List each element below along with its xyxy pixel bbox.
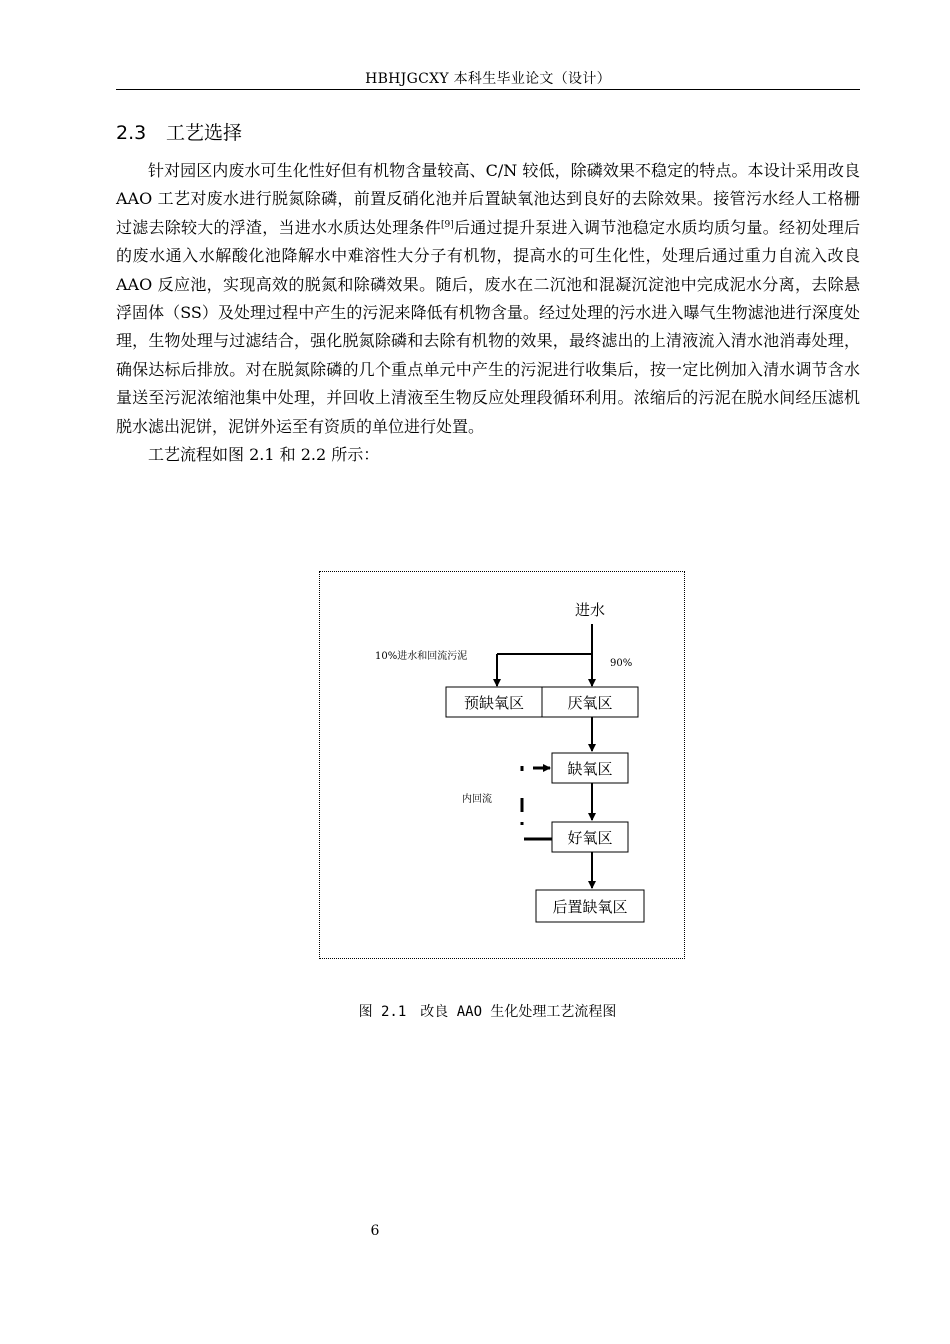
internal-recycle-label: 内回流 bbox=[462, 794, 492, 805]
split-left-label: 10%进水和回流污泥 bbox=[375, 651, 468, 662]
page-header: HBHJGCXY 本科生毕业论文（设计） bbox=[365, 71, 611, 87]
inlet-label: 进水 bbox=[574, 601, 606, 619]
paragraph-1-text-b: 后通过提升泵进入调节池稳定水质均质匀量。经初处理后的废水通入水解酸化池降解水中难溶性大分子有机物，提高水的可生化性，处理后通过重力自流入改良 AAO 反应池，实现高效的脱氮和除磷效果。随后，废水在二沉池和混凝沉淀池中完成泥水分离，去除悬浮固体（SS）及处理过程中产生的污泥来降低有机物含量。经过处理的污水进入曝气生物滤池进行深度处理，生物处理与过滤结合，强化脱氮除磷和去除有机物的效果，最终滤出的上清液流入清水池消毒处理，确保达标后排放。对在脱氮除磷的几个重点单元中产生的污泥进行收集后，按一定比例加入清水调节含水量送至污泥浓缩池集中处理，并回收上清液至生物反应处理段循环利用。浓缩后的污泥在脱水间经压滤机脱水滤出泥饼，泥饼外运至有资质的单位进行处置。 bbox=[116, 217, 860, 436]
anaerobic-label: 厌氧区 bbox=[567, 694, 613, 712]
paragraph-2: 工艺流程如图 2.1 和 2.2 所示： bbox=[148, 445, 380, 465]
section-number: 2.3 bbox=[116, 122, 147, 144]
figure-caption: 图 2.1 改良 AAO 生化处理工艺流程图 bbox=[358, 1004, 617, 1020]
section-title: 工艺选择 bbox=[166, 122, 243, 144]
process-flow-diagram bbox=[320, 572, 686, 960]
page-number: 6 bbox=[370, 1223, 380, 1239]
internal-recycle-loop bbox=[522, 766, 552, 839]
citation-ref: [9] bbox=[441, 219, 454, 230]
paragraph-1-text-a: 针对园区内废水可生化性好但有机物含量较高、C/N 较低，除磷效果不稳定的特点。本设计采用改良 AAO 工艺对废水进行脱氮除磷，前置反硝化池并后置缺氧池达到良好的去除效果。接管污水经人工格栅过滤去除较大的浮渣，当进水水质达处理条件 bbox=[116, 161, 860, 237]
split-right-label: 90% bbox=[610, 658, 633, 669]
body-text bbox=[116, 157, 860, 469]
process-flow-figure bbox=[319, 571, 685, 959]
aerobic-label: 好氧区 bbox=[567, 829, 613, 847]
paragraph-1 bbox=[116, 157, 860, 441]
pre-anoxic-label: 预缺氧区 bbox=[463, 694, 525, 712]
anoxic-label: 缺氧区 bbox=[567, 760, 613, 778]
section-heading bbox=[116, 118, 242, 145]
header-rule bbox=[116, 89, 860, 90]
post-anoxic-label: 后置缺氧区 bbox=[552, 898, 628, 916]
